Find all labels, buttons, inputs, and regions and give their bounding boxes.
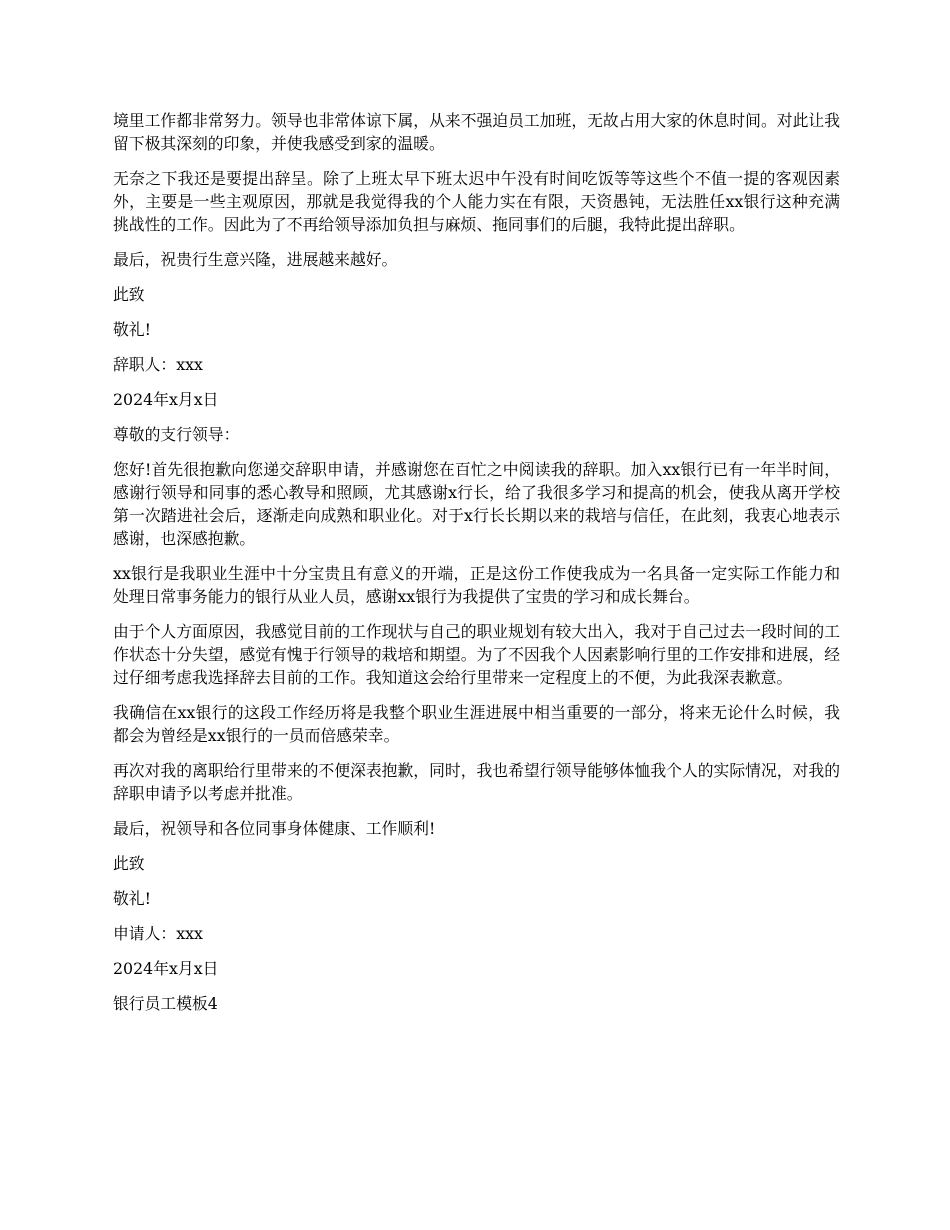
paragraph-continued-work-environment: 境里工作都非常努力。领导也非常体谅下属，从来不强迫员工加班，无故占用大家的休息时间。对此让我留下极其深刻的印象，并使我感受到家的温暖。 xyxy=(113,111,840,153)
paragraph-closing-wish: 最后，祝贵行生意兴隆，进展越来越好。 xyxy=(113,250,398,269)
letter-greeting: 尊敬的支行领导： xyxy=(113,425,240,444)
paragraph-resignation-reason: 无奈之下我还是要提出辞呈。除了上班太早下班太迟中午没有时间吃饭等等这些个不值一提的客观因素外，主要是一些主观原因，那就是我觉得我的个人能力实在有限，天资愚钝，无法胜任xx银行这种充满挑战性的工作。因此为了不再给领导添加负担与麻烦、拖同事们的后腿，我特此提出辞职。 xyxy=(113,169,840,234)
section-heading-template-4: 银行员工模板4 xyxy=(113,994,218,1013)
paragraph-closing-wish-2: 最后，祝领导和各位同事身体健康、工作顺利! xyxy=(113,819,436,838)
paragraph-experience: 我确信在xx银行的这段工作经历将是我整个职业生涯进展中相当重要的一部分，将来无论什么时候，我都会为曾经是xx银行的一员而倍感荣幸。 xyxy=(113,703,840,745)
date-line: 2024年x月x日 xyxy=(113,390,219,409)
paragraph-career-start: xx银行是我职业生涯中十分宝贵且有意义的开端，正是这份工作使我成为一名具备一定实际工作能力和处理日常事务能力的银行从业人员，感谢xx银行为我提供了宝贵的学习和成长舞台。 xyxy=(113,564,840,606)
document-page xyxy=(113,109,840,1027)
salutation-jingli-2: 敬礼! xyxy=(113,889,151,908)
paragraph-apology: 再次对我的离职给行里带来的不便深表抱歉，同时，我也希望行领导能够体恤我个人的实际情况，对我的辞职申请予以考虑并批准。 xyxy=(113,761,840,803)
signature-resigner: 辞职人：xxx xyxy=(113,355,203,374)
date-line-2: 2024年x月x日 xyxy=(113,959,219,978)
salutation-cizhi-2: 此致 xyxy=(113,854,145,873)
paragraph-intro: 您好!首先很抱歉向您递交辞职申请，并感谢您在百忙之中阅读我的辞职。加入xx银行已有一年半时间，感谢行领导和同事的悉心教导和照顾，尤其感谢x行长，给了我很多学习和提高的机会，使我从离开学校第一次踏进社会后，逐渐走向成熟和职业化。对于x行长长期以来的栽培与信任，在此刻，我衷心地表示感谢，也深感抱歉。 xyxy=(113,460,840,548)
salutation-jingli: 敬礼! xyxy=(113,320,151,339)
salutation-cizhi: 此致 xyxy=(113,285,145,304)
signature-applicant: 申请人：xxx xyxy=(113,924,203,943)
paragraph-personal-reasons: 由于个人方面原因，我感觉目前的工作现状与自己的职业规划有较大出入，我对于自己过去一段时间的工作状态十分失望，感觉有愧于行领导的栽培和期望。为了不因我个人因素影响行里的工作安排和进展，经过仔细考虑我选择辞去目前的工作。我知道这会给行里带来一定程度上的不便，为此我深表歉意。 xyxy=(113,622,840,687)
